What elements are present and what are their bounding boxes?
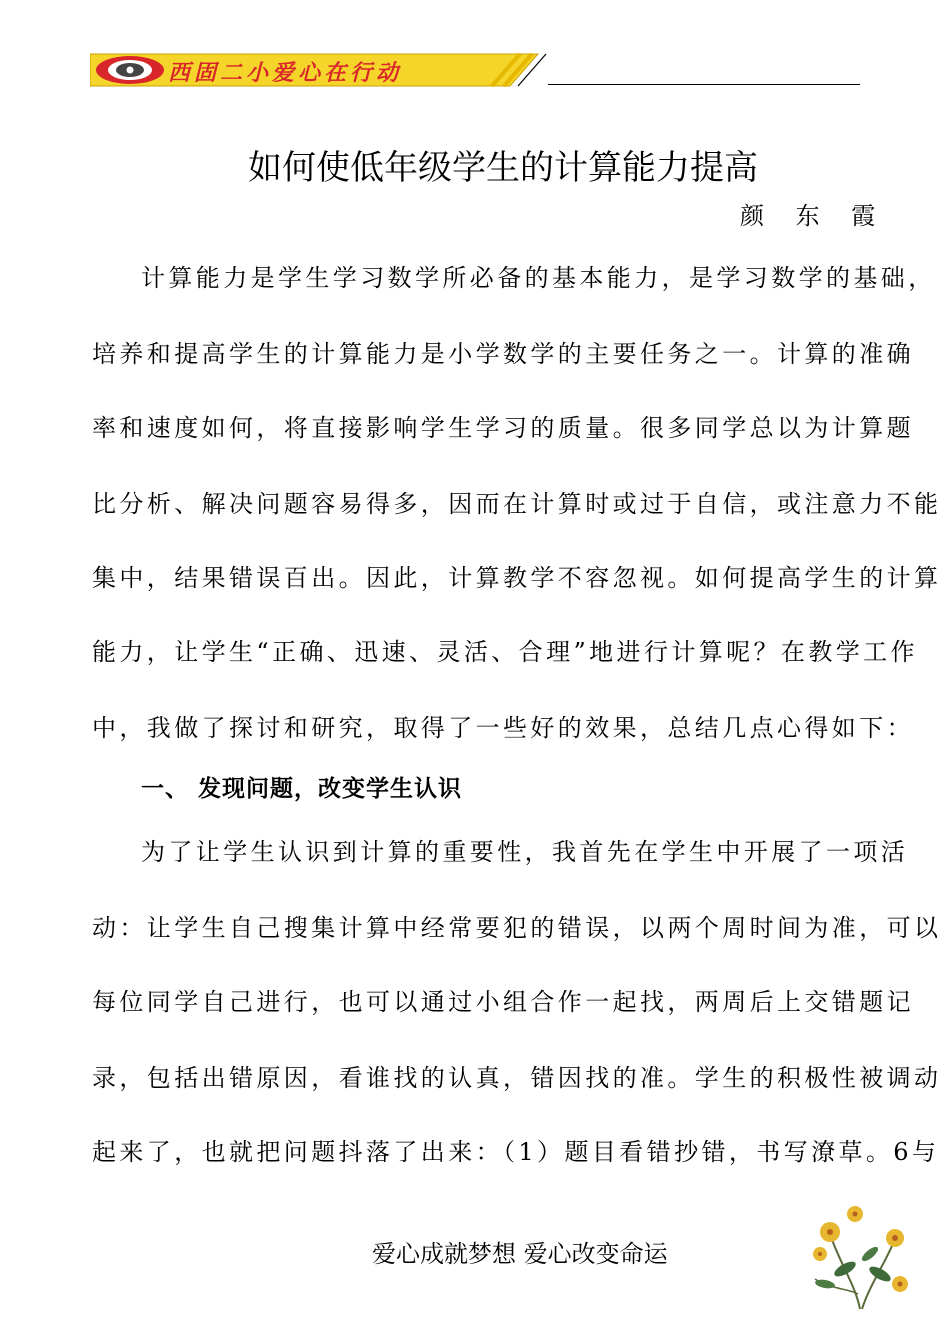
footer-slogan: 爱心成就梦想 爱心改变命运 [372,1240,668,1268]
paragraph-line: 率和速度如何，将直接影响学生学习的质量。很多同学总以为计算题 [92,414,914,442]
header-rule [548,84,860,85]
paragraph-line: 动：让学生自己搜集计算中经常要犯的错误，以两个周时间为准，可以 [92,914,942,942]
paragraph-line: 培养和提高学生的计算能力是小学数学的主要任务之一。计算的准确 [92,340,914,368]
paragraph-line: 集中，结果错误百出。因此，计算教学不容忽视。如何提高学生的计算 [92,564,942,592]
section-heading: 一、 发现问题，改变学生认识 [141,776,463,802]
school-logo-icon [96,56,164,84]
paragraph-line: 起来了，也就把问题抖落了出来：（1）题目看错抄错，书写潦草。6与 [92,1138,940,1166]
header-banner [90,52,548,88]
paragraph-line: 录，包括出错原因，看谁找的认真，错因找的准。学生的积极性被调动 [92,1064,942,1092]
paragraph-line: 每位同学自己进行，也可以通过小组合作一起找，两周后上交错题记 [92,988,914,1016]
paragraph-line: 计算能力是学生学习数学所必备的基本能力，是学习数学的基础， [141,264,936,292]
paragraph-line: 为了让学生认识到计算的重要性，我首先在学生中开展了一项活 [141,838,909,866]
flower-decoration-icon [800,1194,920,1314]
paragraph-line: 能力，让学生“正确、迅速、灵活、合理”地进行计算呢？在教学工作 [92,638,918,666]
author: 颜 东 霞 [740,202,888,230]
paragraph-line: 中，我做了探讨和研究，取得了一些好的效果，总结几点心得如下： [92,714,914,742]
page-title: 如何使低年级学生的计算能力提高 [248,148,758,188]
banner-text: 西固二小爱心在行动 [168,61,403,86]
paragraph-line: 比分析、解决问题容易得多，因而在计算时或过于自信，或注意力不能 [92,490,942,518]
